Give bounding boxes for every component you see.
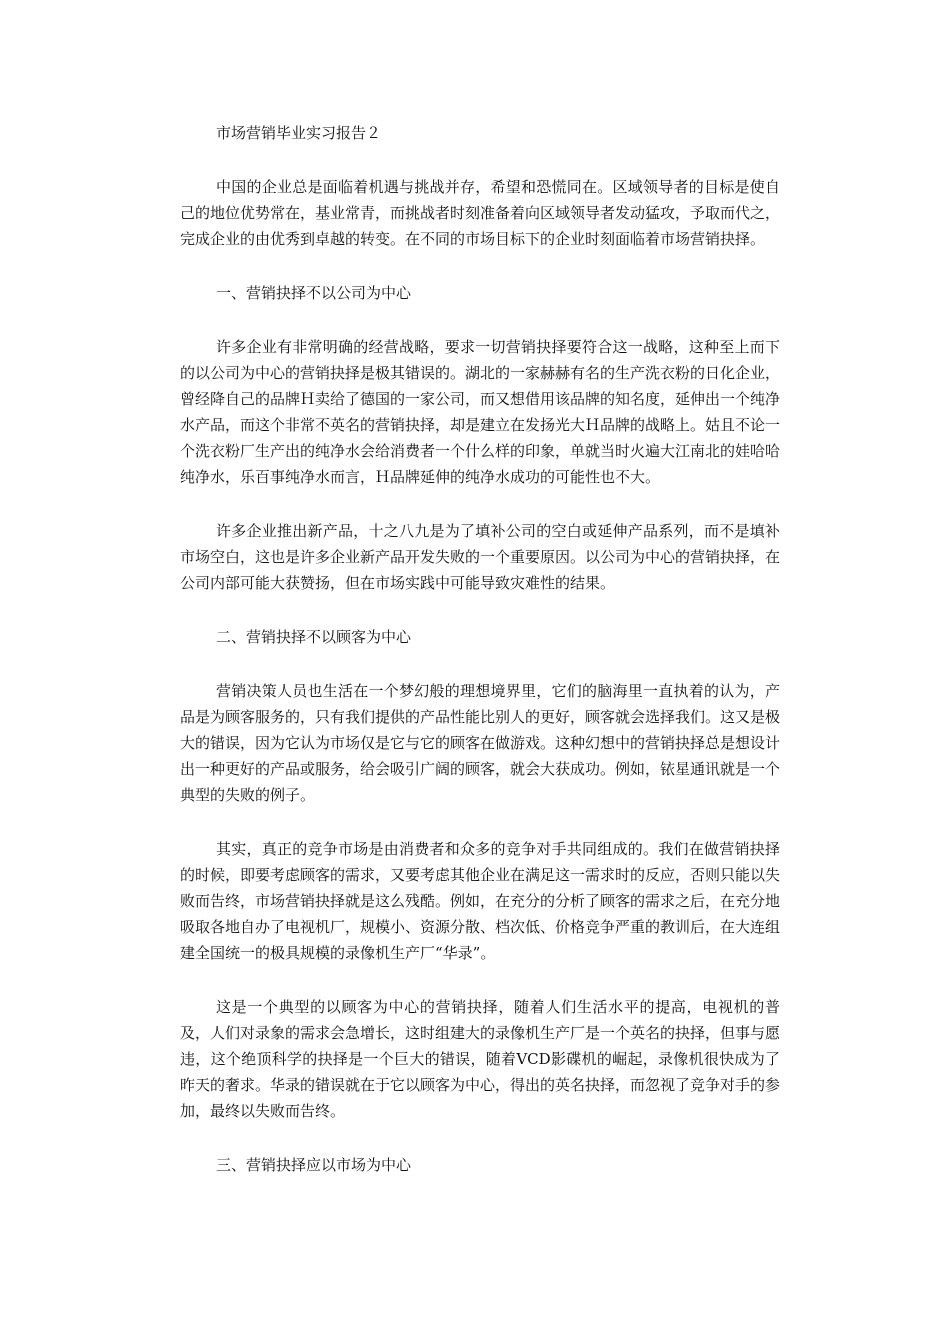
paragraph: 许多企业有非常明确的经营战略，要求一切营销抉择要符合这一战略，这种至上而下的以公司为中心的营销抉择是极其错误的。湖北的一家赫赫有名的生产洗衣粉的日化企业，曾经降自己的品牌Ｈ卖给了德国的一家公司，而又想借用该品牌的知名度，延伸出一个纯净水产品，而这个非常不英名的营销抉择，却是建立在发扬光大Ｈ品牌的战略上。姑且不论一个洗衣粉厂生产出的纯净水会给消费者一个什么样的印象，单就当时火遍大江南北的娃哈哈纯净水，乐百事纯净水而言，Ｈ品牌延伸的纯净水成功的可能性也不大。: [180, 338, 781, 486]
paragraph: 其实，真正的竞争市场是由消费者和众多的竞争对手共同组成的。我们在做营销抉择的时候，即要考虑顾客的需求，又要考虑其他企业在满足这一需求时的反应，否则只能以失败而告终，市场营销抉择就是这么残酷。例如，在充分的分析了顾客的需求之后，在充分地吸取各地自办了电视机厂，规模小、资源分散、档次低、价格竞争严重的教训后，在大连组建全国统一的极具规模的录像机生产厂“华录”。: [180, 840, 781, 962]
document-page: [180, 120, 780, 1206]
paragraph: 营销决策人员也生活在一个梦幻般的理想境界里，它们的脑海里一直执着的认为，产品是为顾客服务的，只有我们提供的产品性能比别人的更好，顾客就会选择我们。这又是极大的错误，因为它认为市场仅是它与它的顾客在做游戏。这种幻想中的营销抉择总是想设计出一种更好的产品或服务，给会吸引广阔的顾客，就会大获成功。例如，铱星通讯就是一个典型的失败的例子。: [180, 682, 781, 804]
paragraph: 中国的企业总是面临着机遇与挑战并存，希望和恐慌同在。区域领导者的目标是使自己的地位优势常在，基业常青，而挑战者时刻准备着向区域领导者发动猛攻，予取而代之，完成企业的由优秀到卓越的转变。在不同的市场目标下的企业时刻面临着市场营销抉择。: [180, 178, 781, 248]
section-heading-1: 一、营销抉择不以公司为中心: [216, 284, 412, 302]
section-heading-3: 三、营销抉择应以市场为中心: [216, 1156, 412, 1174]
paragraph: 许多企业推出新产品，十之八九是为了填补公司的空白或延伸产品系列，而不是填补市场空白，这也是许多企业新产品开发失败的一个重要原因。以公司为中心的营销抉择，在公司内部可能大获赞扬，但在市场实践中可能导致灾难性的结果。: [180, 522, 781, 592]
document-title: 市场营销毕业实习报告２: [216, 124, 382, 142]
section-heading-2: 二、营销抉择不以顾客为中心: [216, 628, 412, 646]
paragraph: 这是一个典型的以顾客为中心的营销抉择，随着人们生活水平的提高，电视机的普及，人们对录象的需求会急增长，这时组建大的录像机生产厂是一个英名的抉择，但事与愿违，这个绝顶科学的抉择是一个巨大的错误，随着VCD影碟机的崛起，录像机很快成为了昨天的奢求。华录的错误就在于它以顾客为中心，得出的英名抉择，而忽视了竞争对手的参加，最终以失败而告终。: [180, 998, 781, 1120]
